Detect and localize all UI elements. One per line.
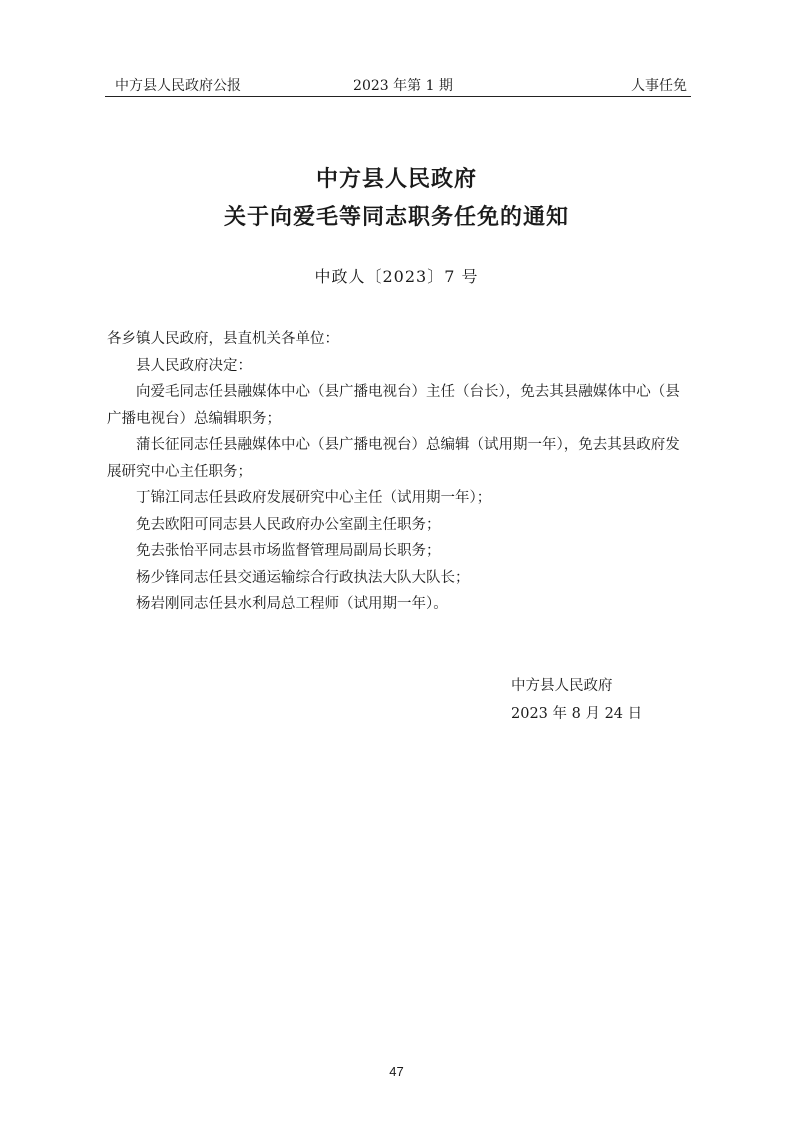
appointment-item: 向爱毛同志任县融媒体中心（县广播电视台）主任（台长），免去其县融媒体中心（县广播电视台）总编辑职务； bbox=[107, 384, 680, 427]
document-number: 中政人〔2023〕7 号 bbox=[314, 267, 479, 286]
header-section: 人事任免 bbox=[631, 78, 687, 94]
header-publication: 中方县人民政府公报 bbox=[115, 78, 241, 94]
header-issue: 2023 年第 1 期 bbox=[353, 78, 453, 94]
document-title-subject: 关于向爱毛等同志职务任免的通知 bbox=[223, 204, 569, 230]
appointment-item: 免去欧阳可同志县人民政府办公室副主任职务； bbox=[136, 516, 441, 533]
appointment-item: 丁锦江同志任县政府发展研究中心主任（试用期一年）； bbox=[136, 490, 492, 506]
signature-block bbox=[511, 672, 642, 728]
signature-org: 中方县人民政府 bbox=[511, 678, 613, 694]
appointment-item: 杨少锋同志任县交通运输综合行政执法大队大队长； bbox=[136, 569, 470, 586]
page-number: 47 bbox=[389, 1064, 404, 1079]
running-header bbox=[105, 76, 691, 97]
appointment-item: 免去张怡平同志县市场监督管理局副局长职务； bbox=[136, 543, 441, 559]
signature-date: 2023 年 8 月 24 日 bbox=[511, 706, 643, 722]
document-title-issuer: 中方县人民政府 bbox=[315, 166, 477, 192]
appointment-item: 蒲长征同志任县融媒体中心（县广播电视台）总编辑（试用期一年），免去其县政府发展研究中心主任职务； bbox=[107, 437, 680, 480]
decision-intro: 县人民政府决定： bbox=[136, 357, 252, 374]
document-body bbox=[107, 326, 691, 618]
appointment-item: 杨岩刚同志任县水利局总工程师（试用期一年）。 bbox=[136, 596, 448, 612]
salutation: 各乡镇人民政府，县直机关各单位： bbox=[107, 331, 339, 347]
